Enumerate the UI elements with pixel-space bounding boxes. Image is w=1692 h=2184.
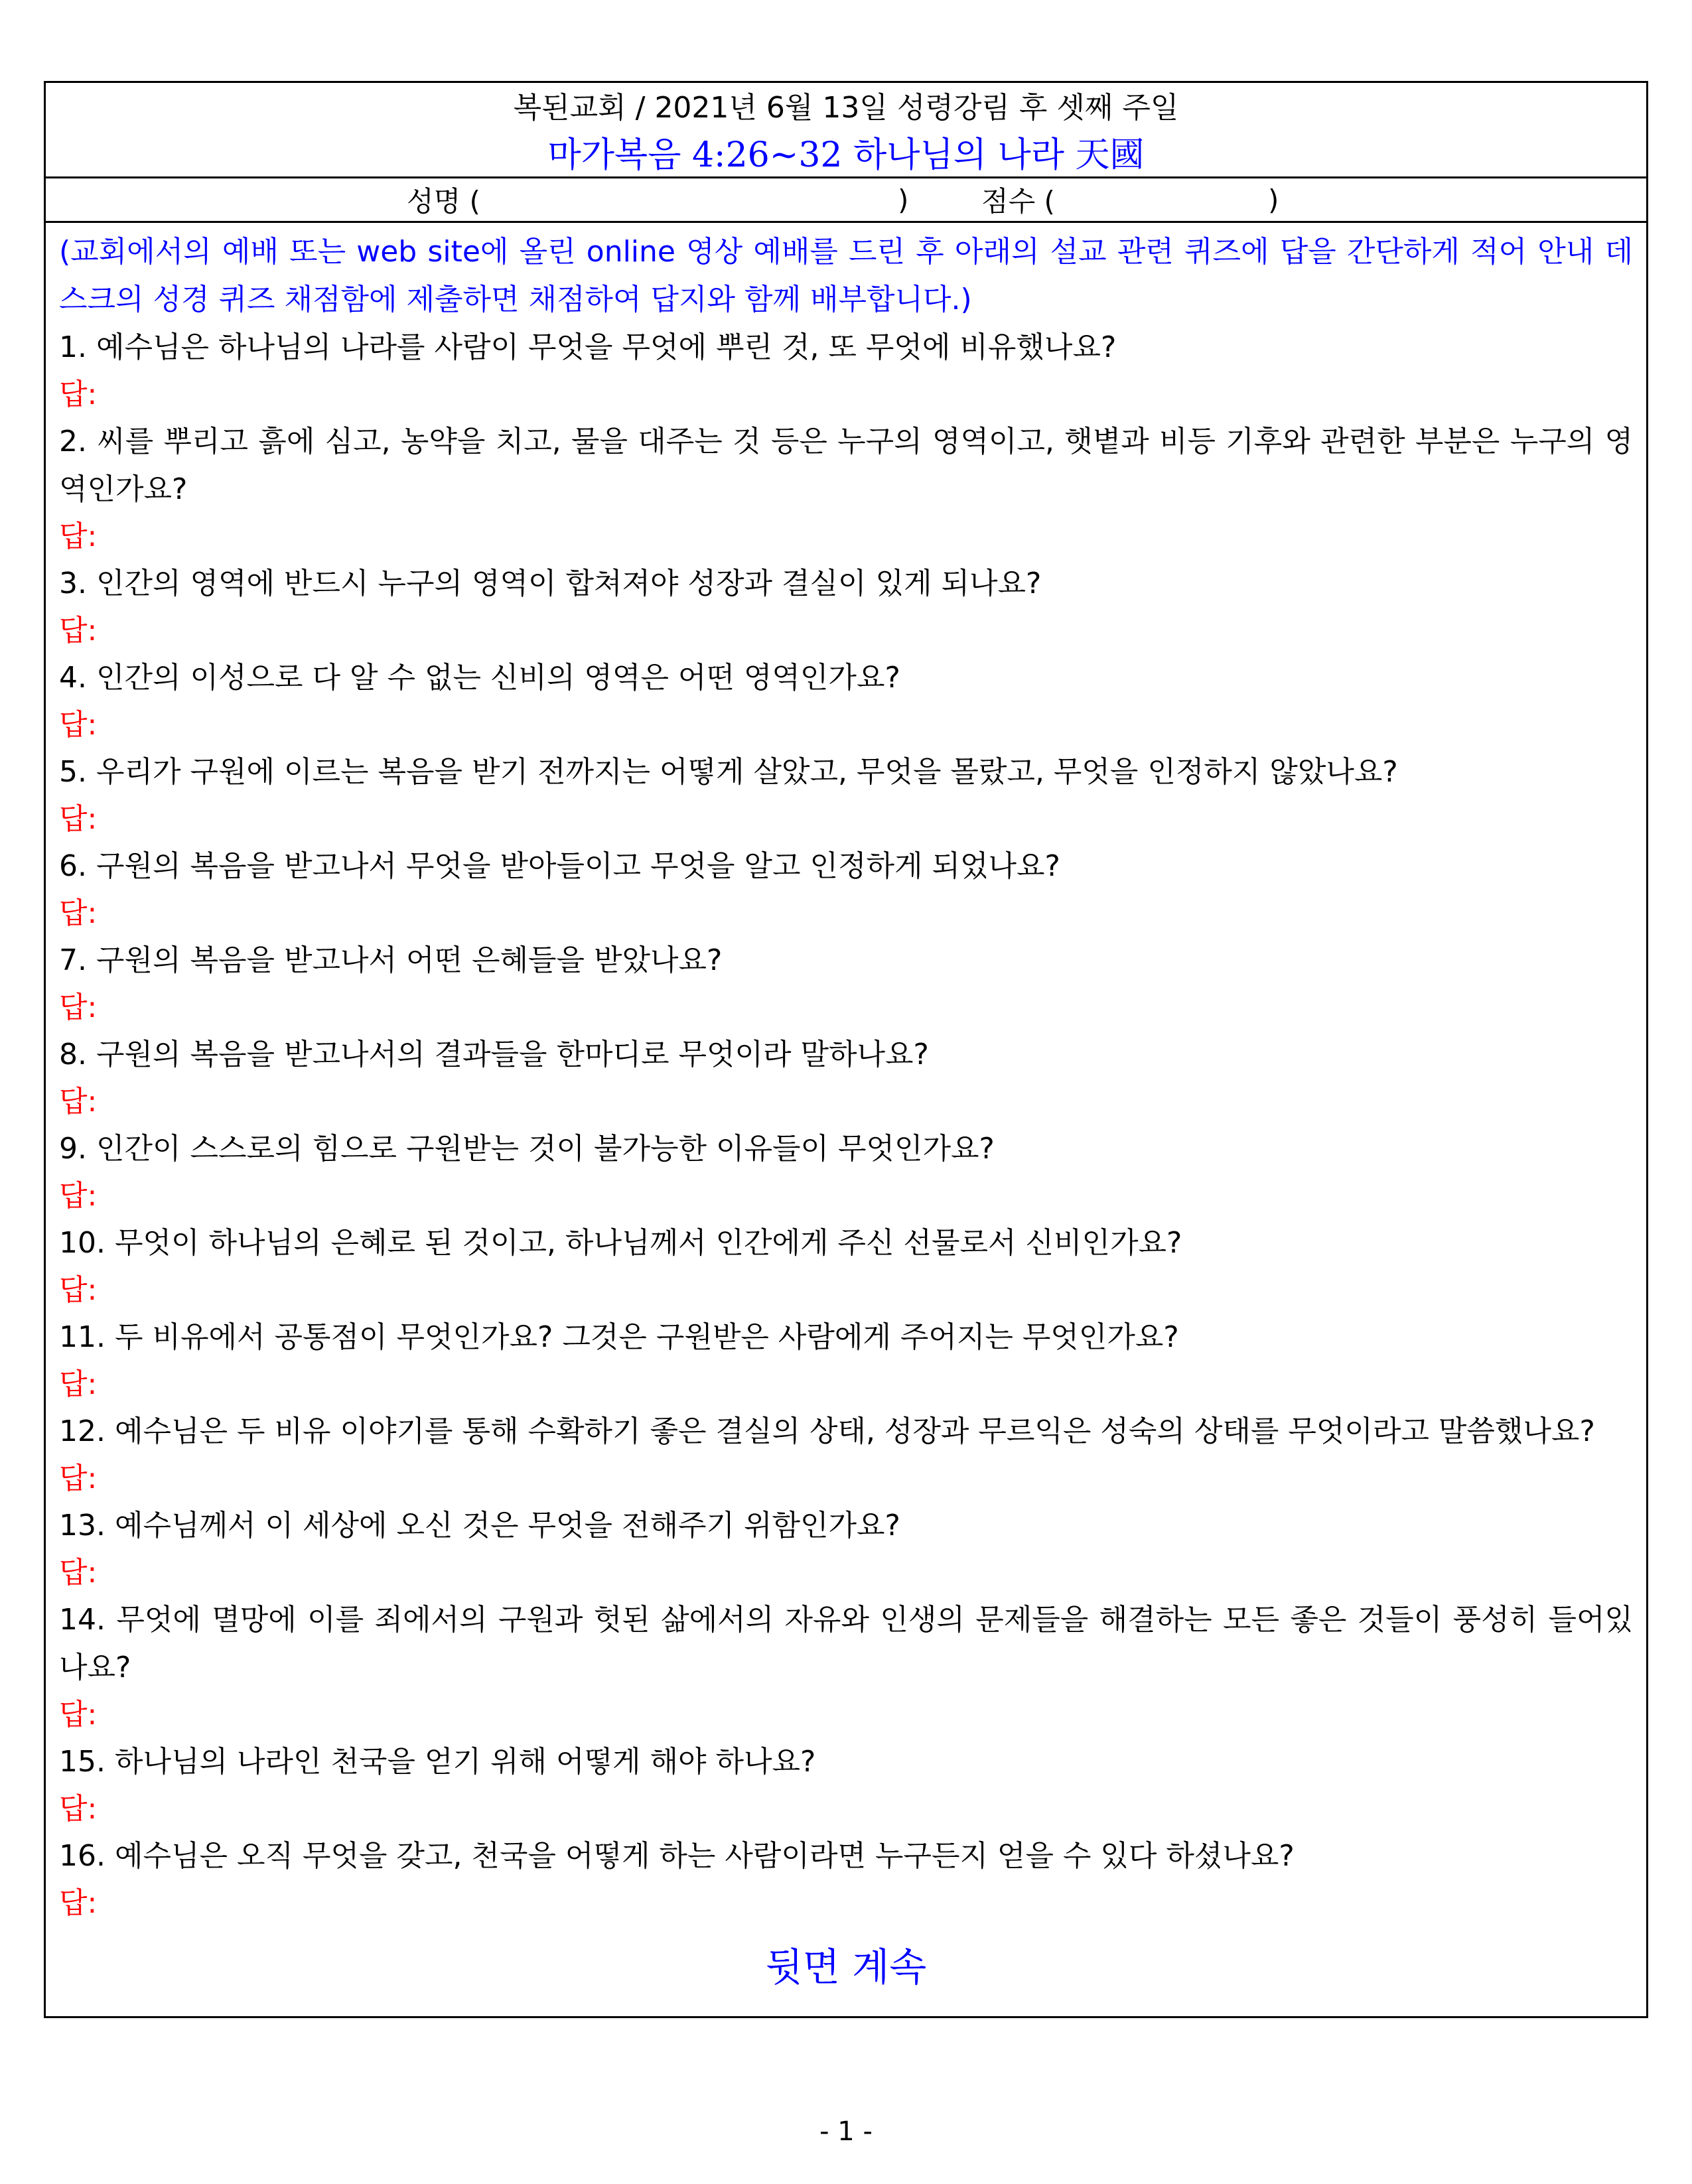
answer-label: 답: bbox=[59, 708, 98, 742]
score-close-paren: ) bbox=[1268, 183, 1279, 216]
question-item: 4. 인간의 이성으로 다 알 수 없는 신비의 영역은 어떤 영역인가요? bbox=[59, 661, 900, 695]
question-item: 15. 하나님의 나라인 천국을 얻기 위해 어떻게 해야 하나요? bbox=[59, 1745, 816, 1779]
instructions: (교회에서의 예배 또는 web site에 올린 online 영상 예배를 드린 후 아래의 설교 관련 퀴즈에 답을 간단하게 적어 안내 데스크의 성경 퀴즈 채점함에 제출하면 채점하여 답지와 함께 배부합니다.) bbox=[59, 235, 1633, 316]
question-item: 13. 예수님께서 이 세상에 오신 것은 무엇을 전해주기 위함인가요? bbox=[59, 1509, 900, 1542]
question-item: 3. 인간의 영역에 반드시 누구의 영역이 합쳐져야 성장과 결실이 있게 되나요? bbox=[59, 567, 1042, 600]
name-close-paren: ) bbox=[898, 183, 909, 216]
question-item: 8. 구원의 복음을 받고나서의 결과들을 한마디로 무엇이라 말하나요? bbox=[59, 1038, 929, 1071]
answer-label: 답: bbox=[59, 377, 98, 411]
name-label: 성명 ( bbox=[407, 185, 480, 218]
sermon-title: 마가복음 4:26~32 하나님의 나라 天國 bbox=[46, 127, 1646, 178]
question-item: 2. 씨를 뿌리고 흙에 심고, 농약을 치고, 물을 대주는 것 등은 누구의 영역이고, 햇볕과 비등 기후와 관련한 부분은 누구의 영역인가요? bbox=[59, 425, 1633, 506]
church-date-header: 복된교회 / 2021년 6월 13일 성령강림 후 셋째 주일 bbox=[513, 91, 1179, 125]
question-item: 6. 구원의 복음을 받고나서 무엇을 받아들이고 무엇을 알고 인정하게 되었나요? bbox=[59, 849, 1060, 883]
name-score-row bbox=[46, 178, 1646, 223]
answer-label: 답: bbox=[59, 1085, 98, 1119]
answer-label: 답: bbox=[59, 1273, 98, 1307]
answer-label: 답: bbox=[59, 1698, 98, 1732]
score-label: 점수 ( bbox=[981, 185, 1055, 218]
question-item: 14. 무엇에 멸망에 이를 죄에서의 구원과 헛된 삶에서의 자유와 인생의 문제들을 해결하는 모든 좋은 것들이 풍성히 들어있나요? bbox=[59, 1603, 1633, 1684]
question-item: 10. 무엇이 하나님의 은혜로 된 것이고, 하나님께서 인간에게 주신 선물로서 신비인가요? bbox=[59, 1226, 1182, 1260]
question-item: 16. 예수님은 오직 무엇을 갖고, 천국을 어떻게 하는 사람이라면 누구든지 얻을 수 있다 하셨나요? bbox=[59, 1839, 1295, 1873]
question-item: 12. 예수님은 두 비유 이야기를 통해 수확하기 좋은 결실의 상태, 성장과 무르익은 성숙의 상태를 무엇이라고 말씀했나요? bbox=[59, 1414, 1595, 1448]
continue-on-back: 뒷면 계속 bbox=[765, 1945, 927, 1990]
quiz-sheet bbox=[44, 81, 1648, 2018]
answer-label: 답: bbox=[59, 1367, 98, 1401]
answer-label: 답: bbox=[59, 1179, 98, 1213]
question-item: 9. 인간이 스스로의 힘으로 구원받는 것이 불가능한 이유들이 무엇인가요? bbox=[59, 1132, 995, 1166]
answer-label: 답: bbox=[59, 1462, 98, 1495]
question-item: 7. 구원의 복음을 받고나서 어떤 은혜들을 받았나요? bbox=[59, 943, 723, 977]
answer-label: 답: bbox=[59, 990, 98, 1024]
answer-label: 답: bbox=[59, 1556, 98, 1590]
answer-label: 답: bbox=[59, 614, 98, 648]
quiz-body bbox=[46, 223, 1646, 1992]
answer-label: 답: bbox=[59, 1886, 98, 1920]
answer-label: 답: bbox=[59, 802, 98, 836]
answer-label: 답: bbox=[59, 1792, 98, 1826]
question-item: 1. 예수님은 하나님의 나라를 사람이 무엇을 무엇에 뿌린 것, 또 무엇에 비유했나요? bbox=[59, 330, 1117, 364]
answer-label: 답: bbox=[59, 519, 98, 553]
question-list bbox=[59, 324, 1633, 1927]
question-item: 11. 두 비유에서 공통점이 무엇인가요? 그것은 구원받은 사람에게 주어지는 무엇인가요? bbox=[59, 1320, 1179, 1354]
answer-label: 답: bbox=[59, 896, 98, 930]
question-item: 5. 우리가 구원에 이르는 복음을 받기 전까지는 어떻게 살았고, 무엇을 몰랐고, 무엇을 인정하지 않았나요? bbox=[59, 755, 1398, 789]
page-number: - 1 - bbox=[819, 2116, 873, 2147]
